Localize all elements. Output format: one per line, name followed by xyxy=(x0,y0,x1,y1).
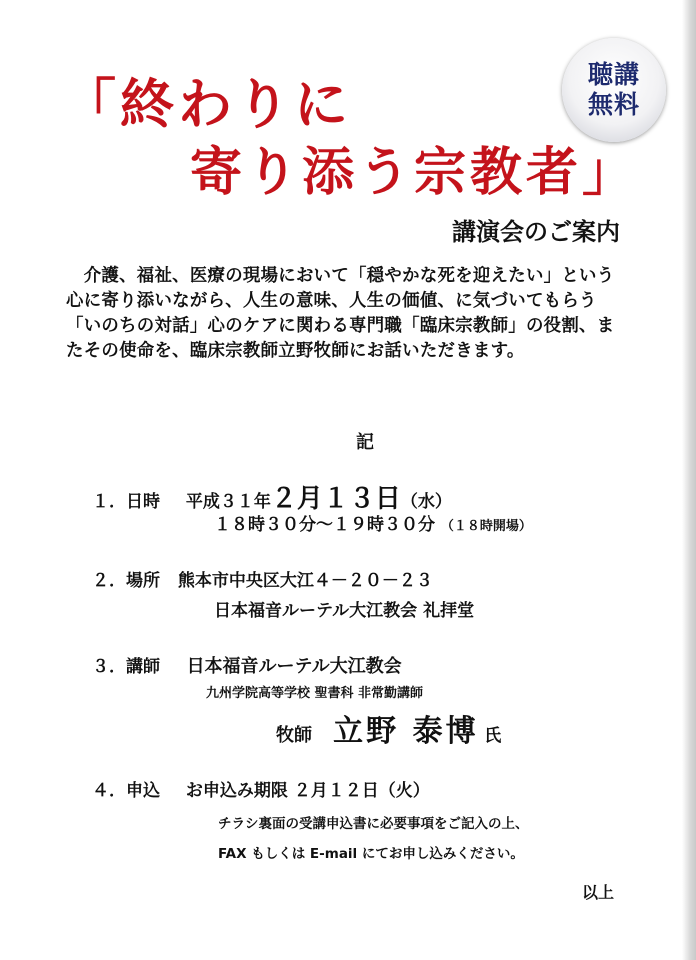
speaker-name: 立野 泰博 xyxy=(333,714,479,749)
apply-row xyxy=(92,776,430,801)
subtitle: 講演会のご案内 xyxy=(452,218,620,246)
venue-row xyxy=(214,596,474,621)
free-admission-badge xyxy=(562,38,666,142)
event-time: １８時３０分～１９時３０分 xyxy=(214,515,435,535)
doors-open: （１８時開場） xyxy=(440,519,532,534)
title-line-1: 「終わりに xyxy=(62,72,352,136)
badge-line-1: 聴講 xyxy=(587,60,640,89)
speaker-honorific: 氏 xyxy=(484,726,502,746)
speaker-church: 日本福音ルーテル大江教会 xyxy=(186,656,402,677)
time-row xyxy=(214,510,532,535)
apply-note-2: FAX もしくは E-mail にてお申し込みください。 xyxy=(218,846,524,862)
speaker-affiliation: 九州学院高等学校 聖書科 非常勤講師 xyxy=(206,686,424,701)
date-day: １３日 xyxy=(322,484,401,514)
speaker-affiliation-row xyxy=(206,682,423,701)
venue-name: 日本福音ルーテル大江教会 礼拝堂 xyxy=(214,601,475,621)
date-prefix: 平成３１年 xyxy=(185,492,271,512)
date-weekday: （水） xyxy=(400,492,452,512)
date-month: ２月 xyxy=(270,484,323,514)
datetime-label: １．日時 xyxy=(92,492,160,512)
closing-mark: 以上 xyxy=(582,883,615,902)
apply-deadline: お申込み期限 ２月１２日（火） xyxy=(185,781,430,801)
intro-paragraph: 介護、福祉、医療の現場において「穏やかな死を迎えたい」という心に寄り添いながら、人生の意味、人生の価値、に気づいてもらう「いのちの対話」心のケアに関わる専門職「臨床宗教師」の役割、またその使命を、臨床宗教師立野牧師にお話いただきます。 xyxy=(66,266,615,361)
speaker-title: 牧師 xyxy=(276,725,312,746)
title-line-2: 寄り添う宗教者」 xyxy=(190,142,639,203)
notice-marker: 記 xyxy=(356,432,374,453)
apply-label: ４．申込 xyxy=(92,781,160,801)
place-label: ２．場所 xyxy=(92,571,160,591)
place-row xyxy=(92,566,433,591)
page-edge-shadow xyxy=(682,0,696,960)
speaker-label: ３．講師 xyxy=(92,657,160,677)
apply-note-1: チラシ裏面の受講申込書に必要事項をご記入の上、 xyxy=(218,816,529,832)
badge-line-2: 無料 xyxy=(587,90,640,119)
speaker-row xyxy=(92,652,402,678)
speaker-name-row xyxy=(276,706,501,750)
place-address: 熊本市中央区大江４－２０－２３ xyxy=(177,571,433,591)
